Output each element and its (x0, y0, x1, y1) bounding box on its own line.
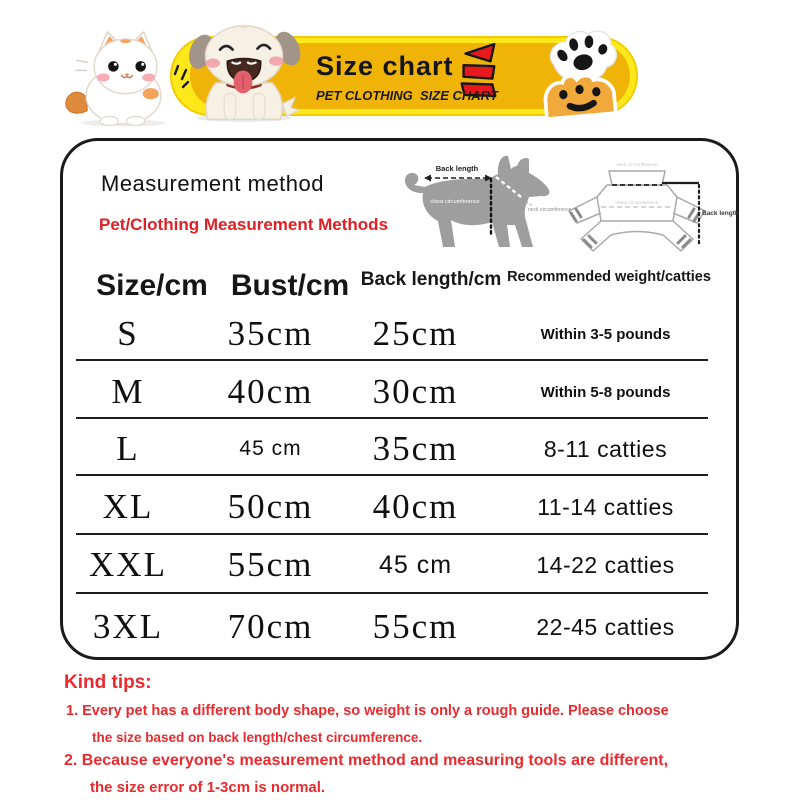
back-cell: 45 cm (378, 550, 453, 579)
header-bust: Bust/cm (230, 269, 350, 302)
weight-cell: 22-45 catties (536, 613, 675, 640)
bust-cell: 70cm (227, 607, 314, 646)
clothes-back-length-label: Back length (702, 210, 739, 217)
size-cell: XL (102, 487, 154, 526)
measurement-heading: Measurement method (101, 171, 324, 196)
row-separator (76, 592, 708, 594)
weight-cell: 11-14 catties (537, 493, 674, 520)
back-cell: 25cm (372, 314, 459, 353)
row-separator (76, 359, 708, 361)
banner-title: Size chart (316, 51, 454, 81)
orange-paw-icon (536, 68, 624, 121)
banner-subtitle: PET CLOTHING SIZE CHART (316, 88, 498, 103)
table-row (63, 369, 728, 415)
weight-cell: 8-11 catties (543, 435, 668, 462)
tip-2-line-1: 2. Because everyone's measurement method and measuring tools are different, (64, 752, 669, 769)
header-back: Back length/cm (360, 269, 502, 290)
sparkle-marks-icon (172, 62, 194, 90)
bust-cell: 35cm (227, 314, 314, 353)
back-cell: 35cm (372, 429, 459, 468)
clothes-chest-label: chest circumference (615, 201, 659, 206)
size-chart-card (60, 138, 739, 660)
tip-2-line-2: the size error of 1-3cm is normal. (90, 779, 326, 796)
row-separator (76, 474, 708, 476)
row-separator (76, 533, 708, 535)
kind-tips-heading: Kind tips: (64, 672, 152, 693)
bust-cell: 45 cm (239, 437, 302, 460)
back-cell: 40cm (372, 487, 459, 526)
bust-cell: 50cm (227, 487, 314, 526)
row-separator (76, 417, 708, 419)
header-size: Size/cm (96, 269, 208, 302)
back-cell: 55cm (372, 607, 459, 646)
dog-back-length-label: Back length (435, 164, 479, 173)
clothes-measurement-diagram (549, 155, 739, 263)
clothes-neck-label: neck circumference (616, 163, 658, 168)
header-weight: Recommended weight/catties (507, 269, 711, 285)
table-row (63, 311, 728, 357)
table-row (63, 604, 728, 650)
table-row (63, 542, 728, 588)
weight-cell: 14-22 catties (536, 551, 675, 578)
bust-cell: 40cm (227, 372, 314, 411)
size-cell: 3XL (92, 607, 164, 646)
size-cell: L (116, 429, 140, 468)
tip-1-line-1: 1. Every pet has a different body shape, so weight is only a rough guide. Please choose (66, 703, 669, 719)
table-row (63, 484, 728, 530)
weight-cell: Within 3-5 pounds (540, 325, 671, 343)
size-cell: M (111, 372, 145, 411)
table-row (63, 426, 728, 472)
weight-cell: Within 5-8 pounds (540, 383, 671, 401)
tip-1-line-2: the size based on back length/chest circumference. (92, 730, 423, 745)
dog-neck-label: neck circumference (528, 207, 572, 213)
dog-chest-label: chest circumference (430, 199, 480, 205)
size-cell: XXL (89, 545, 167, 584)
bust-cell: 55cm (227, 545, 314, 584)
back-cell: 30cm (372, 372, 459, 411)
size-cell: S (117, 314, 139, 353)
measurement-subheading: Pet/Clothing Measurement Methods (99, 215, 389, 234)
